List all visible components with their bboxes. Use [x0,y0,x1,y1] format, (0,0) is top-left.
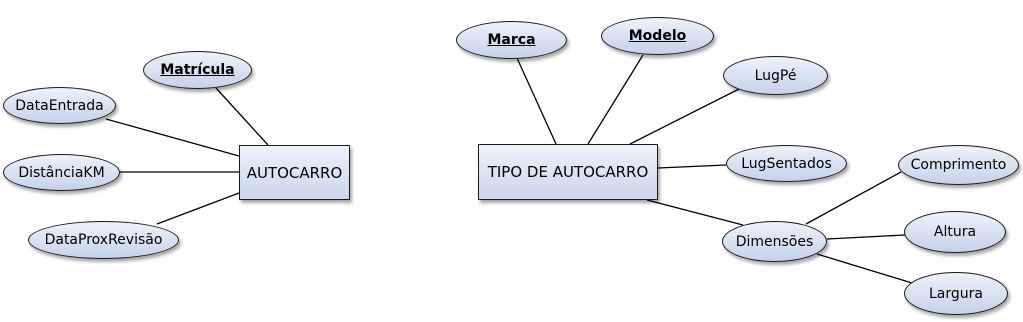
attribute-largura: Largura [904,272,1008,315]
connector-lugpe-tipo [630,89,739,144]
attribute-lug-sentados: LugSentados [726,145,847,182]
connector-lugsentados-tipo [658,165,726,168]
attribute-data-entrada: DataEntrada [3,87,116,124]
attribute-altura: Altura [904,211,1006,253]
connector-dimensoes-comprimento [806,172,901,224]
entity-tipo-de-autocarro: TIPO DE AUTOCARRO [478,144,658,200]
connector-dimensoes-tipo [647,200,743,225]
attribute-lug-pe: LugPé [723,56,828,95]
attribute-comprimento: Comprimento [898,145,1019,185]
entity-autocarro: AUTOCARRO [239,145,350,200]
connector-dataproxrevisao-autocarro [157,193,239,224]
attribute-marca-key: Marca [456,21,567,59]
connector-dataentrada-autocarro [106,119,239,156]
connector-modelo-tipo [588,55,643,144]
attribute-data-prox-revisao: DataProxRevisão [28,221,179,259]
connector-marca-tipo [517,58,556,144]
connector-dimensoes-altura [827,235,905,239]
attribute-dimensoes: Dimensões [722,221,827,262]
attribute-modelo-key: Modelo [601,17,714,55]
attribute-matricula-key: Matrícula [143,51,252,89]
attribute-distancia-km: DistânciaKM [3,154,120,191]
connector-dimensoes-largura [817,254,912,283]
connector-matricula-autocarro [216,88,268,145]
